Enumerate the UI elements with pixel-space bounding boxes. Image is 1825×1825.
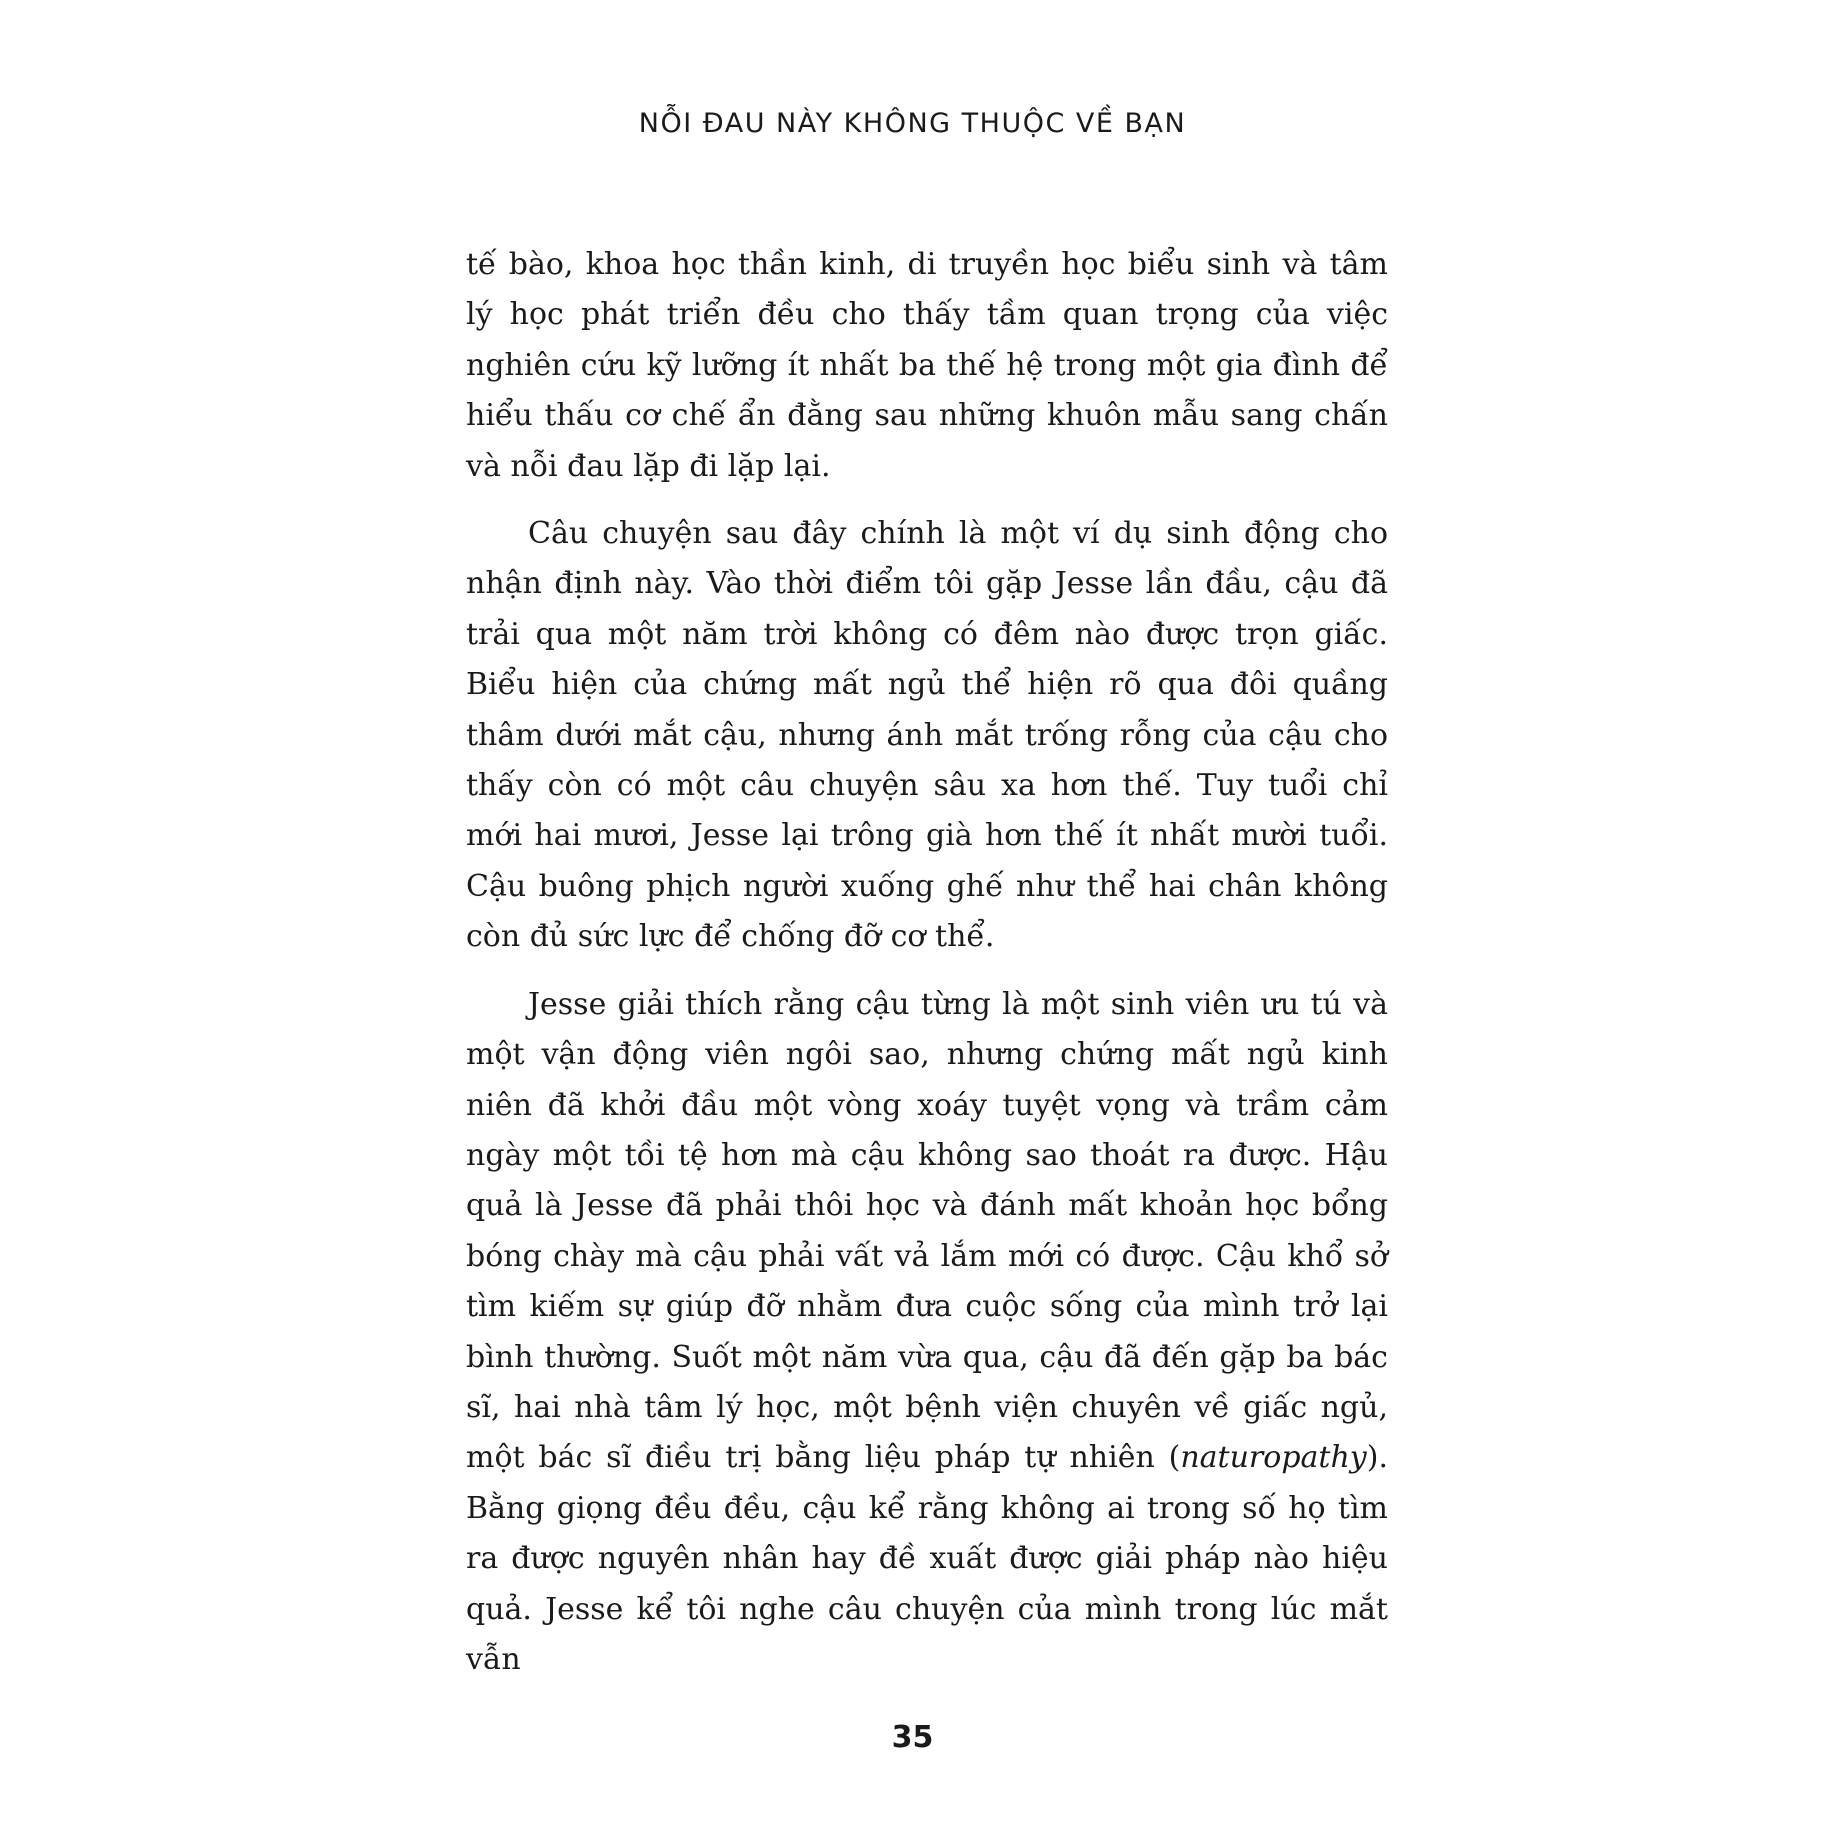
paragraph-1: tế bào, khoa học thần kinh, di truyền học biểu sinh và tâm lý học phát triển đều cho thấy tầm quan trọng của việc nghiên cứu kỹ lưỡng ít nhất ba thế hệ trong một gia đình để hiểu thấu cơ chế ẩn đằng sau những khuôn mẫu sang chấn và nỗi đau lặp đi lặp lại. (466, 247, 1388, 484)
paragraph-3-text-before: Jesse giải thích rằng cậu từng là một sinh viên ưu tú và một vận động viên ngôi sao, nhưng chứng mất ngủ kinh niên đã khởi đầu một vòng xoáy tuyệt vọng và trầm cảm ngày một tồi tệ hơn mà cậu không sao thoát ra được. Hậu quả là Jesse đã phải thôi học và đánh mất khoản học bổng bóng chày mà cậu phải vất vả lắm mới có được. Cậu khổ sở tìm kiếm sự giúp đỡ nhằm đưa cuộc sống của mình trở lại bình thường. Suốt một năm vừa qua, cậu đã đến gặp ba bác sĩ, hai nhà tâm lý học, một bệnh viện chuyên về giấc ngủ, một bác sĩ điều trị bằng liệu pháp tự nhiên ( (466, 986, 1388, 1476)
paragraph-3-italic-term: naturopathy (1180, 1440, 1367, 1476)
paragraph-2: Câu chuyện sau đây chính là một ví dụ sinh động cho nhận định này. Vào thời điểm tôi gặp Jesse lần đầu, cậu đã trải qua một năm trời không có đêm nào được trọn giấc. Biểu hiện của chứng mất ngủ thể hiện rõ qua đôi quầng thâm dưới mắt cậu, nhưng ánh mắt trống rỗng của cậu cho thấy còn có một câu chuyện sâu xa hơn thế. Tuy tuổi chỉ mới hai mươi, Jesse lại trông già hơn thế ít nhất mười tuổi. Cậu buông phịch người xuống ghế như thể hai chân không còn đủ sức lực để chống đỡ cơ thể. (466, 516, 1388, 955)
body-text (466, 240, 1388, 1685)
page-number: 35 (891, 1720, 934, 1755)
paragraph-3 (466, 980, 1388, 1686)
running-header-title: NỖI ĐAU NÀY KHÔNG THUỘC VỀ BẠN (638, 108, 1187, 139)
paragraph-3-text-after: ). Bằng giọng đều đều, cậu kể rằng không ai trong số họ tìm ra được nguyên nhân hay đề xuất được giải pháp nào hiệu quả. Jesse kể tôi nghe câu chuyện của mình trong lúc mắt vẫn (466, 1440, 1388, 1677)
